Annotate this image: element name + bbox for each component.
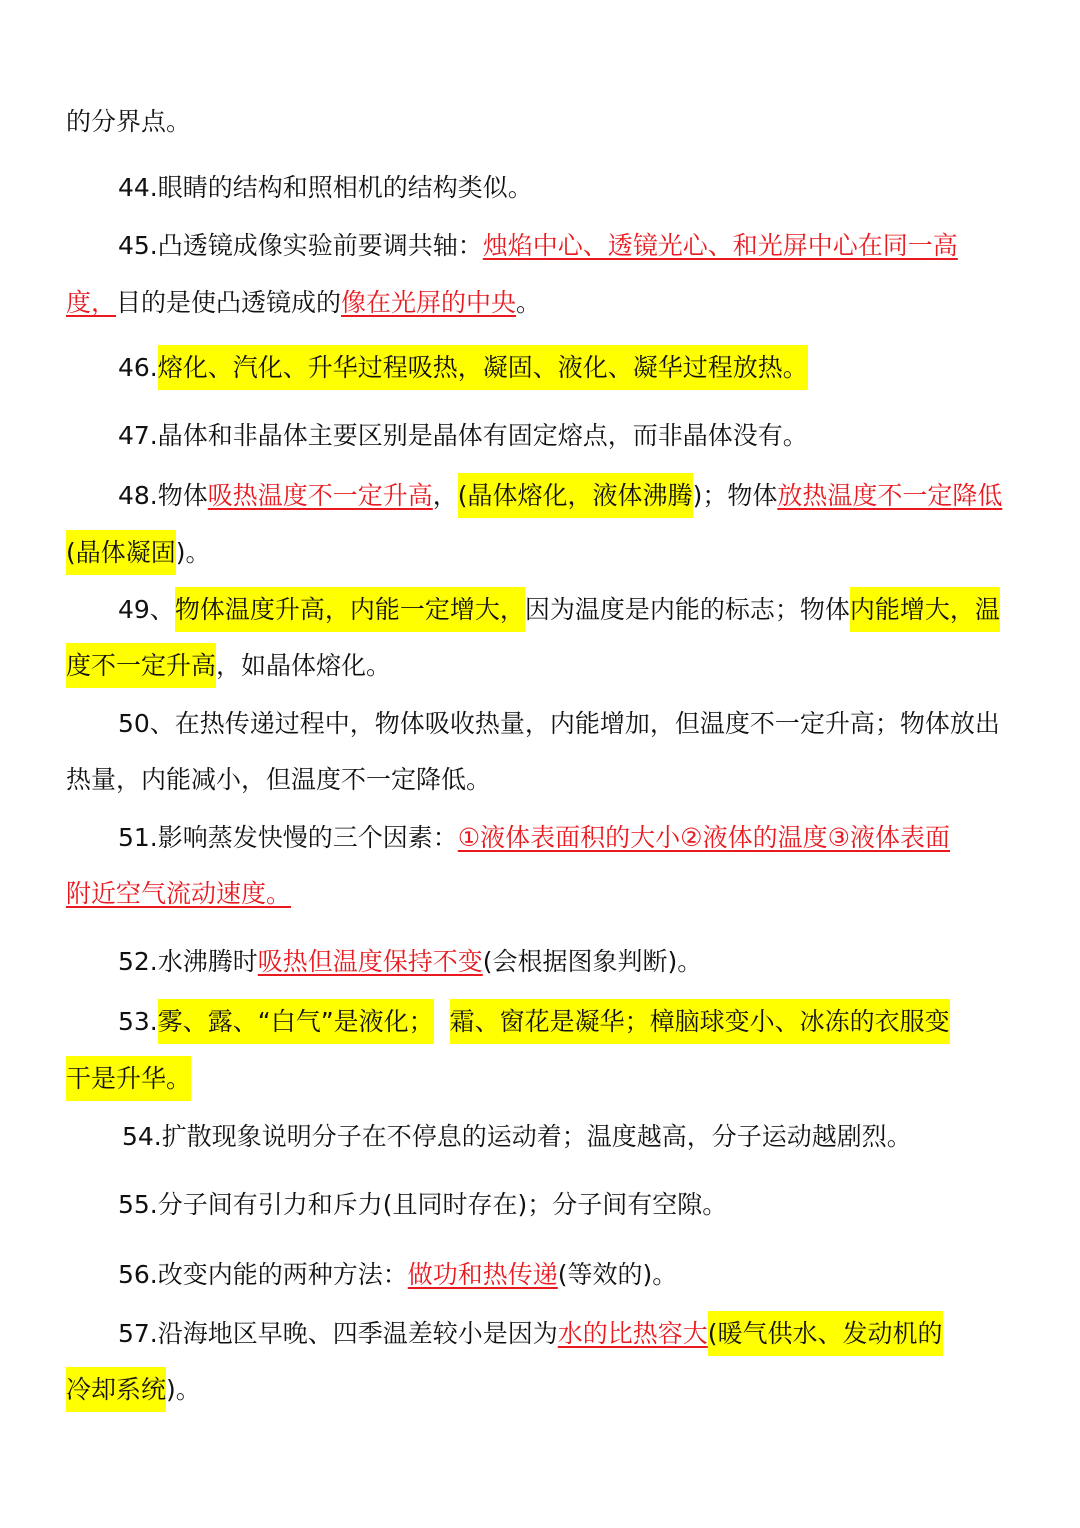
text: 53. xyxy=(118,1007,158,1036)
text: )。 xyxy=(175,538,211,567)
highlighted-text: 霜、窗花是凝华；樟脑球变小、冰冻的衣服变 xyxy=(450,999,950,1044)
text: 55.分子间有引力和斥力(且同时存在)；分子间有空隙。 xyxy=(118,1190,728,1219)
text: (会根据图象判断)。 xyxy=(482,947,703,976)
highlighted-text: 物体温度升高，内能一定增大， xyxy=(175,587,525,632)
text: 44.眼睛的结构和照相机的结构类似。 xyxy=(118,173,533,202)
item-43-tail xyxy=(66,97,1018,147)
item-46 xyxy=(118,343,1018,393)
item-54 xyxy=(122,1112,1018,1162)
text: 热量，内能减小，但温度不一定降低。 xyxy=(66,765,492,794)
text: 48.物体 xyxy=(118,481,208,510)
red-underline-text: 烛焰中心、透镜光心、和光屏中心在同一高 xyxy=(482,231,958,260)
red-underline-text: 水的比热容大 xyxy=(557,1319,708,1348)
text: 52.水沸腾时 xyxy=(118,947,258,976)
item-51-line-1 xyxy=(118,813,1018,863)
highlighted-text: 度不一定升高 xyxy=(66,643,216,688)
item-49-line-1 xyxy=(118,585,1018,635)
text: 45.凸透镜成像实验前要调共轴： xyxy=(118,231,483,260)
red-underline-text: 放热温度不一定降低 xyxy=(777,481,1003,510)
text: 56.改变内能的两种方法： xyxy=(118,1260,408,1289)
text: 46. xyxy=(118,353,158,382)
text: 51.影响蒸发快慢的三个因素： xyxy=(118,823,458,852)
text: 57.沿海地区早晚、四季温差较小是因为 xyxy=(118,1319,558,1348)
item-56 xyxy=(118,1250,1018,1300)
text: 因为温度是内能的标志；物体 xyxy=(524,595,850,624)
text: ，如晶体熔化。 xyxy=(216,651,392,680)
highlighted-text: 干是升华。 xyxy=(66,1056,191,1101)
item-49-line-2 xyxy=(66,641,1018,691)
text: 目的是使凸透镜成的 xyxy=(116,288,342,317)
red-underline-text: 吸热温度不一定升高 xyxy=(207,481,433,510)
item-48-line-2 xyxy=(66,528,1018,578)
highlighted-text: 雾、露、“白气”是液化； xyxy=(158,999,434,1044)
red-underline-text: 度， xyxy=(66,288,117,317)
red-underline-text: ①液体表面积的大小②液体的温度③液体表面 xyxy=(457,823,951,852)
text: 49、 xyxy=(118,595,175,624)
item-52 xyxy=(118,937,1018,987)
item-57-line-2 xyxy=(66,1365,1018,1415)
text: 54.扩散现象说明分子在不停息的运动着；温度越高，分子运动越剧烈。 xyxy=(122,1122,912,1151)
highlighted-text: 内能增大，温 xyxy=(850,587,1000,632)
text: 。 xyxy=(516,288,542,317)
text: )。 xyxy=(166,1375,201,1404)
item-57-line-1 xyxy=(118,1309,1018,1359)
red-underline-text: 像在光屏的中央 xyxy=(341,288,517,317)
item-53-line-2 xyxy=(66,1054,1018,1104)
text: (等效的)。 xyxy=(557,1260,678,1289)
highlighted-text: (暖气供水、发动机的 xyxy=(708,1311,943,1356)
text: 47.晶体和非晶体主要区别是晶体有固定熔点，而非晶体没有。 xyxy=(118,421,808,450)
highlighted-text: (晶体凝固 xyxy=(66,530,176,575)
item-45-line-2 xyxy=(66,278,1018,328)
red-underline-text: 附近空气流动速度。 xyxy=(66,879,292,908)
text: 的分界点。 xyxy=(66,107,192,136)
item-53-line-1 xyxy=(118,997,1018,1047)
red-underline-text: 吸热但温度保持不变 xyxy=(257,947,483,976)
highlighted-text: 冷却系统 xyxy=(66,1367,166,1412)
red-underline-text: 做功和热传递 xyxy=(407,1260,558,1289)
highlighted-text: 熔化、汽化、升华过程吸热，凝固、液化、凝华过程放热。 xyxy=(158,345,808,390)
highlighted-text: (晶体熔化，液体沸腾 xyxy=(458,473,693,518)
item-50-line-2 xyxy=(66,755,1018,805)
text: )；物体 xyxy=(692,481,778,510)
item-47 xyxy=(118,411,1018,461)
item-50-line-1 xyxy=(118,699,1018,749)
item-51-line-2 xyxy=(66,869,1018,919)
text: ， xyxy=(432,481,458,510)
text: 50、在热传递过程中，物体吸收热量，内能增加，但温度不一定升高；物体放出 xyxy=(118,709,1000,738)
item-55 xyxy=(118,1180,1018,1230)
item-45-line-1 xyxy=(118,221,1018,271)
item-44 xyxy=(118,163,1018,213)
item-48-line-1 xyxy=(118,471,1018,521)
